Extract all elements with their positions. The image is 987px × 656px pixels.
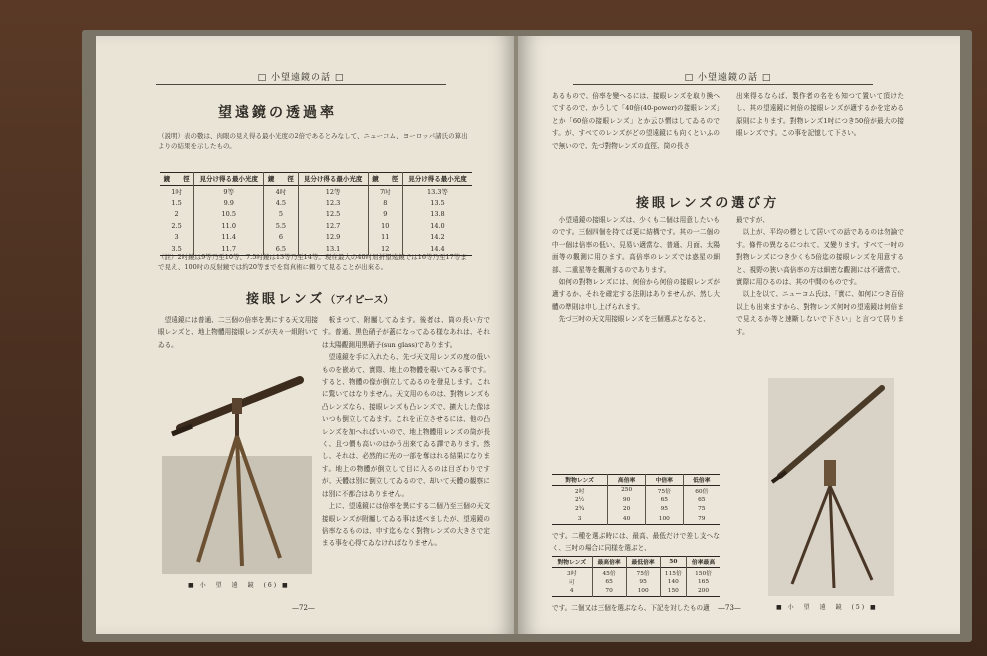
table-header: 見分け得る最小光度 <box>402 173 472 186</box>
table-cell: 1.5 <box>171 198 182 207</box>
head-rule <box>573 84 873 85</box>
page-title: 望遠鏡の透過率 <box>218 105 337 121</box>
table-cell: 60倍 <box>683 485 720 495</box>
table-cell: 115倍 <box>660 567 686 577</box>
table-cell: 6.5 <box>264 243 298 255</box>
table-cell: 3 <box>577 515 582 522</box>
table-cell: 12.9 <box>298 232 368 244</box>
table-cell: 3.5 <box>171 244 182 253</box>
table-row <box>160 220 472 232</box>
table-header-row <box>552 475 720 486</box>
running-head: □ 小望遠鏡の話 □ <box>684 73 772 83</box>
table-cell: 12.5 <box>298 209 368 221</box>
table-cell: 2.5 <box>171 221 182 230</box>
table-cell: 70 <box>592 587 626 597</box>
table-cell: 7吋 <box>368 185 402 197</box>
table-cell: 12.7 <box>298 220 368 232</box>
eyepiece-table-2 <box>552 556 720 597</box>
table-header: 鏡 徑 <box>163 175 190 184</box>
table-cell: 2吋 <box>574 488 585 495</box>
figure-caption: ■ 小 望 遠 鏡 (5) ■ <box>776 604 878 611</box>
table-header: 最低倍率 <box>626 557 660 568</box>
paragraph: です。二種を選ぶ時には、最高、最低だけで差し支へなく、三吋の場合に同様を選ぶと、 <box>552 532 720 553</box>
table-row <box>552 505 720 515</box>
paragraph: です。二個又は三個を選ぶなら、下記を対したもの適 <box>552 604 710 612</box>
table-cell: 可 <box>568 580 575 587</box>
paragraph: 板まつて、附屬してゐます。後者は、筒の長い方です。普通、黒色硝子が蓋になってゐる様なあれは、それは太陽觀測用黒硝子(sun glass)であります。 <box>322 316 490 349</box>
table-cell: 14.2 <box>402 232 472 244</box>
transmission-table <box>160 172 472 256</box>
table-cell: 150倍 <box>687 567 720 577</box>
table-cell: 250 <box>608 485 646 495</box>
table-cell: 75 <box>683 505 720 515</box>
table-cell: 8 <box>368 197 402 209</box>
page-number: —72— <box>292 604 315 612</box>
table-cell: 75倍 <box>645 485 683 495</box>
table-row <box>552 485 720 495</box>
table-cell: 4.5 <box>264 197 298 209</box>
table-row <box>160 232 472 244</box>
running-head: □ 小望遠鏡の話 □ <box>257 73 345 83</box>
table-cell: 200 <box>687 587 720 597</box>
paragraph: 上に、望遠鏡には倍率を異にする二個乃至三個の天文接眼レンズが附屬してゐる事は述べましたが、望遠鏡の倍率なるものは、申す迄もなく對物レンズの大きさで定まる事を心得てゐなければなりません。 <box>322 502 490 548</box>
table-cell: 11 <box>368 232 402 244</box>
table-header: 中倍率 <box>645 475 683 486</box>
table-cell: 5.5 <box>264 220 298 232</box>
table-cell: 65 <box>645 495 683 505</box>
table-header: 見分け得る最小光度 <box>194 173 264 186</box>
table-cell: 2¾ <box>574 506 585 513</box>
table-cell: 12等 <box>298 185 368 197</box>
table-header: 倍率最高 <box>687 557 720 568</box>
page-number: —73— <box>718 604 741 612</box>
table-header: 見分け得る最小光度 <box>298 173 368 186</box>
table-cell: 165 <box>687 577 720 587</box>
table-row <box>552 577 720 587</box>
table-cell: 13.8 <box>402 209 472 221</box>
table-cell: 12.3 <box>298 197 368 209</box>
paragraph: あるもので、倍率を變へるには、接眼レンズを取り換へてするので、かうして「40倍(40-power)の接眼レンズ」とか「60倍の接眼レンズ」とか云ひ慣はしてゐるのです。が、すべてのレンズがどの望遠鏡にも向くといふので無いので、先づ對物レンズの直徑、筒の長さ <box>552 92 720 150</box>
table-header: 對物レンズ <box>565 478 594 485</box>
paragraph: 出來得るならば、製作者の名をも知つて置いて頂けたし、其の望遠鏡に何倍の接眼レンズが適するかを定める原則によります。對物レンズ1吋につき50倍が最大の接眼レンズです。この事を記憶して下さい。 <box>736 92 904 138</box>
table-cell: 65 <box>592 577 626 587</box>
left-page <box>96 36 516 634</box>
table-cell: 40 <box>608 514 646 524</box>
table-cell: 9等 <box>194 185 264 197</box>
table-cell: 9.9 <box>194 197 264 209</box>
table-cell: 3 <box>174 233 179 242</box>
table-row <box>552 567 720 577</box>
between-text <box>552 530 720 555</box>
table-row <box>552 587 720 597</box>
telescope-plate-6 <box>162 336 330 576</box>
table-cell: 75倍 <box>626 567 660 577</box>
table-cell: 140 <box>660 577 686 587</box>
table-cell: 5 <box>264 209 298 221</box>
table-header: 低倍率 <box>683 475 720 486</box>
table-header-row <box>552 557 720 568</box>
table-cell: 4 <box>569 588 574 595</box>
paragraph: 望遠鏡を手に入れたら、先づ天文用レンズの度の低いものを嵌めて、實際、地上の物體を覗いてみる事です。すると、物體の像が倒立してゐるのを發見します。これに驚いてはなりません。天文用のものは、對物レンズも凸レンズなら、接眼レンズも凸レンズで、擴大した像はいつも倒立してゐます。これを正立させるには、他の凸レンズを加へればいいので、地上物體用レンズの筒が長く、且つ價も高いのはかう出來てゐる譯であります。然し、それは、必然的に光の一部を奪はれる結果になります。地上の物體が倒立して目に入るのは目ざわりですが、天體は別に倒立してゐるので、却いて天體の観察には別に不都合はありません。 <box>322 353 490 498</box>
table-cell: 79 <box>683 514 720 524</box>
head-rule <box>156 84 446 85</box>
table-cell: 11.4 <box>194 232 264 244</box>
table-cell: 90 <box>608 495 646 505</box>
table-cell: 12 <box>368 243 402 255</box>
table-cell: 9 <box>368 209 402 221</box>
table-footnote: （註）2吋鏡は9等乃至10等、7.5吋鏡は13等乃至14等。現在最大の40吋屈折望遠鏡では16等乃至17等まで見え、100吋の反射鏡では約20等までを寫真術に頼りて見ることが出來る。 <box>158 253 467 271</box>
right-page <box>518 36 960 634</box>
table-cell: 6 <box>264 232 298 244</box>
paragraph: 以上を以て、ニューコム氏は、「實に、如何につき百倍以上も出來ますから、對物レンズ何吋の望遠鏡は何倍まで見えるか等と速斷しないで下さい」と言つて居ります。 <box>736 290 904 336</box>
section-title-text: 接眼レンズ <box>246 292 326 307</box>
table-cell: 100 <box>626 587 660 597</box>
table-cell: 65 <box>683 495 720 505</box>
section-title-tag: （アイピース） <box>325 295 394 306</box>
table-cell: 10 <box>368 220 402 232</box>
top-column <box>552 90 720 152</box>
paragraph: 先づ三吋の天文用接眼レンズを三個選ぶとなると、 <box>558 315 710 324</box>
table-cell: 100 <box>645 514 683 524</box>
paragraph: 最ですが、 <box>736 216 769 224</box>
table-row <box>160 209 472 221</box>
table-cell: 11.7 <box>194 243 264 255</box>
figure-caption: ■ 小 望 遠 鏡 (6) ■ <box>188 582 290 589</box>
table-cell: 4吋 <box>264 185 298 197</box>
table-header: 最高倍率 <box>592 557 626 568</box>
paragraph: 望遠鏡には普通、二三個の倍率を異にする天文用接眼レンズと、地上物體用接眼レンズが夫々一組附いてゐる。 <box>158 316 318 349</box>
table-cell: 2 <box>174 210 179 219</box>
top-column <box>736 90 904 140</box>
body-column <box>736 214 904 338</box>
table-cell: 2½ <box>574 496 585 503</box>
table-row <box>160 197 472 209</box>
table-cell: 1吋 <box>171 187 182 196</box>
table-cell: 150 <box>660 587 686 597</box>
table-cell: 10.5 <box>194 209 264 221</box>
table-explanation: （説明）表の數は、肉眼の見え得る最小光度の2倍であるとみなして、ニューコム、ヨーロッパ諸氏の算出よりの結果を示したもの。 <box>158 132 468 150</box>
table-cell: 95 <box>645 505 683 515</box>
table-header: 50 <box>660 557 686 568</box>
table-row <box>160 185 472 197</box>
table-cell: 20 <box>608 505 646 515</box>
table-cell: 13.5 <box>402 197 472 209</box>
paragraph: 小望遠鏡の接眼レンズは、少くも二個は用意したいものです。三個四個を持てば更に結構です。其の一二個の中一個は倍率の低い、見易い適當な、普通、月面、太陽面等の觀測に用ひます。高倍率のレンズでは惑星の細部、二重星等を觀測するのであります。 <box>552 216 720 274</box>
table-header: 鏡 徑 <box>264 173 298 186</box>
table-cell: 3吋 <box>567 570 577 577</box>
table-cell: 14.4 <box>402 243 472 255</box>
eyepiece-table-1 <box>552 474 720 525</box>
telescope-plate-5 <box>762 348 902 598</box>
table-cell: 14.0 <box>402 220 472 232</box>
table-cell: 13.1 <box>298 243 368 255</box>
paragraph: 如何の對物レンズには、何倍から何倍の接眼レンズが適するか、それを確定する法則はありませんが、然し大體の準則は申し上げられます。 <box>552 278 720 311</box>
table-header: 高倍率 <box>608 475 646 486</box>
table-cell: 45倍 <box>592 567 626 577</box>
table-header: 鏡 徑 <box>368 173 402 186</box>
body-column <box>552 214 720 326</box>
section-title <box>246 288 394 307</box>
body-column <box>322 314 490 550</box>
tail-text <box>552 602 732 614</box>
paragraph: 以上が、平均の標として居いての話であるのは勿論です。條件の異なるにつれて、又變ります。すべて一吋の對物レンズにつき少くも5倍迄の接眼レンズを用意すると、視野の狹い高倍率の方は細密な觀測には不適當で、實際に用ひるのは、其の中間のものです。 <box>736 228 904 287</box>
table-cell: 11.0 <box>194 220 264 232</box>
table-header-row <box>160 173 472 186</box>
table-cell: 95 <box>626 577 660 587</box>
table-row <box>552 495 720 505</box>
table-header: 對物レンズ <box>557 560 587 567</box>
table-cell: 13.3等 <box>402 185 472 197</box>
section-title: 接眼レンズの選び方 <box>636 196 780 211</box>
table-row <box>552 514 720 524</box>
